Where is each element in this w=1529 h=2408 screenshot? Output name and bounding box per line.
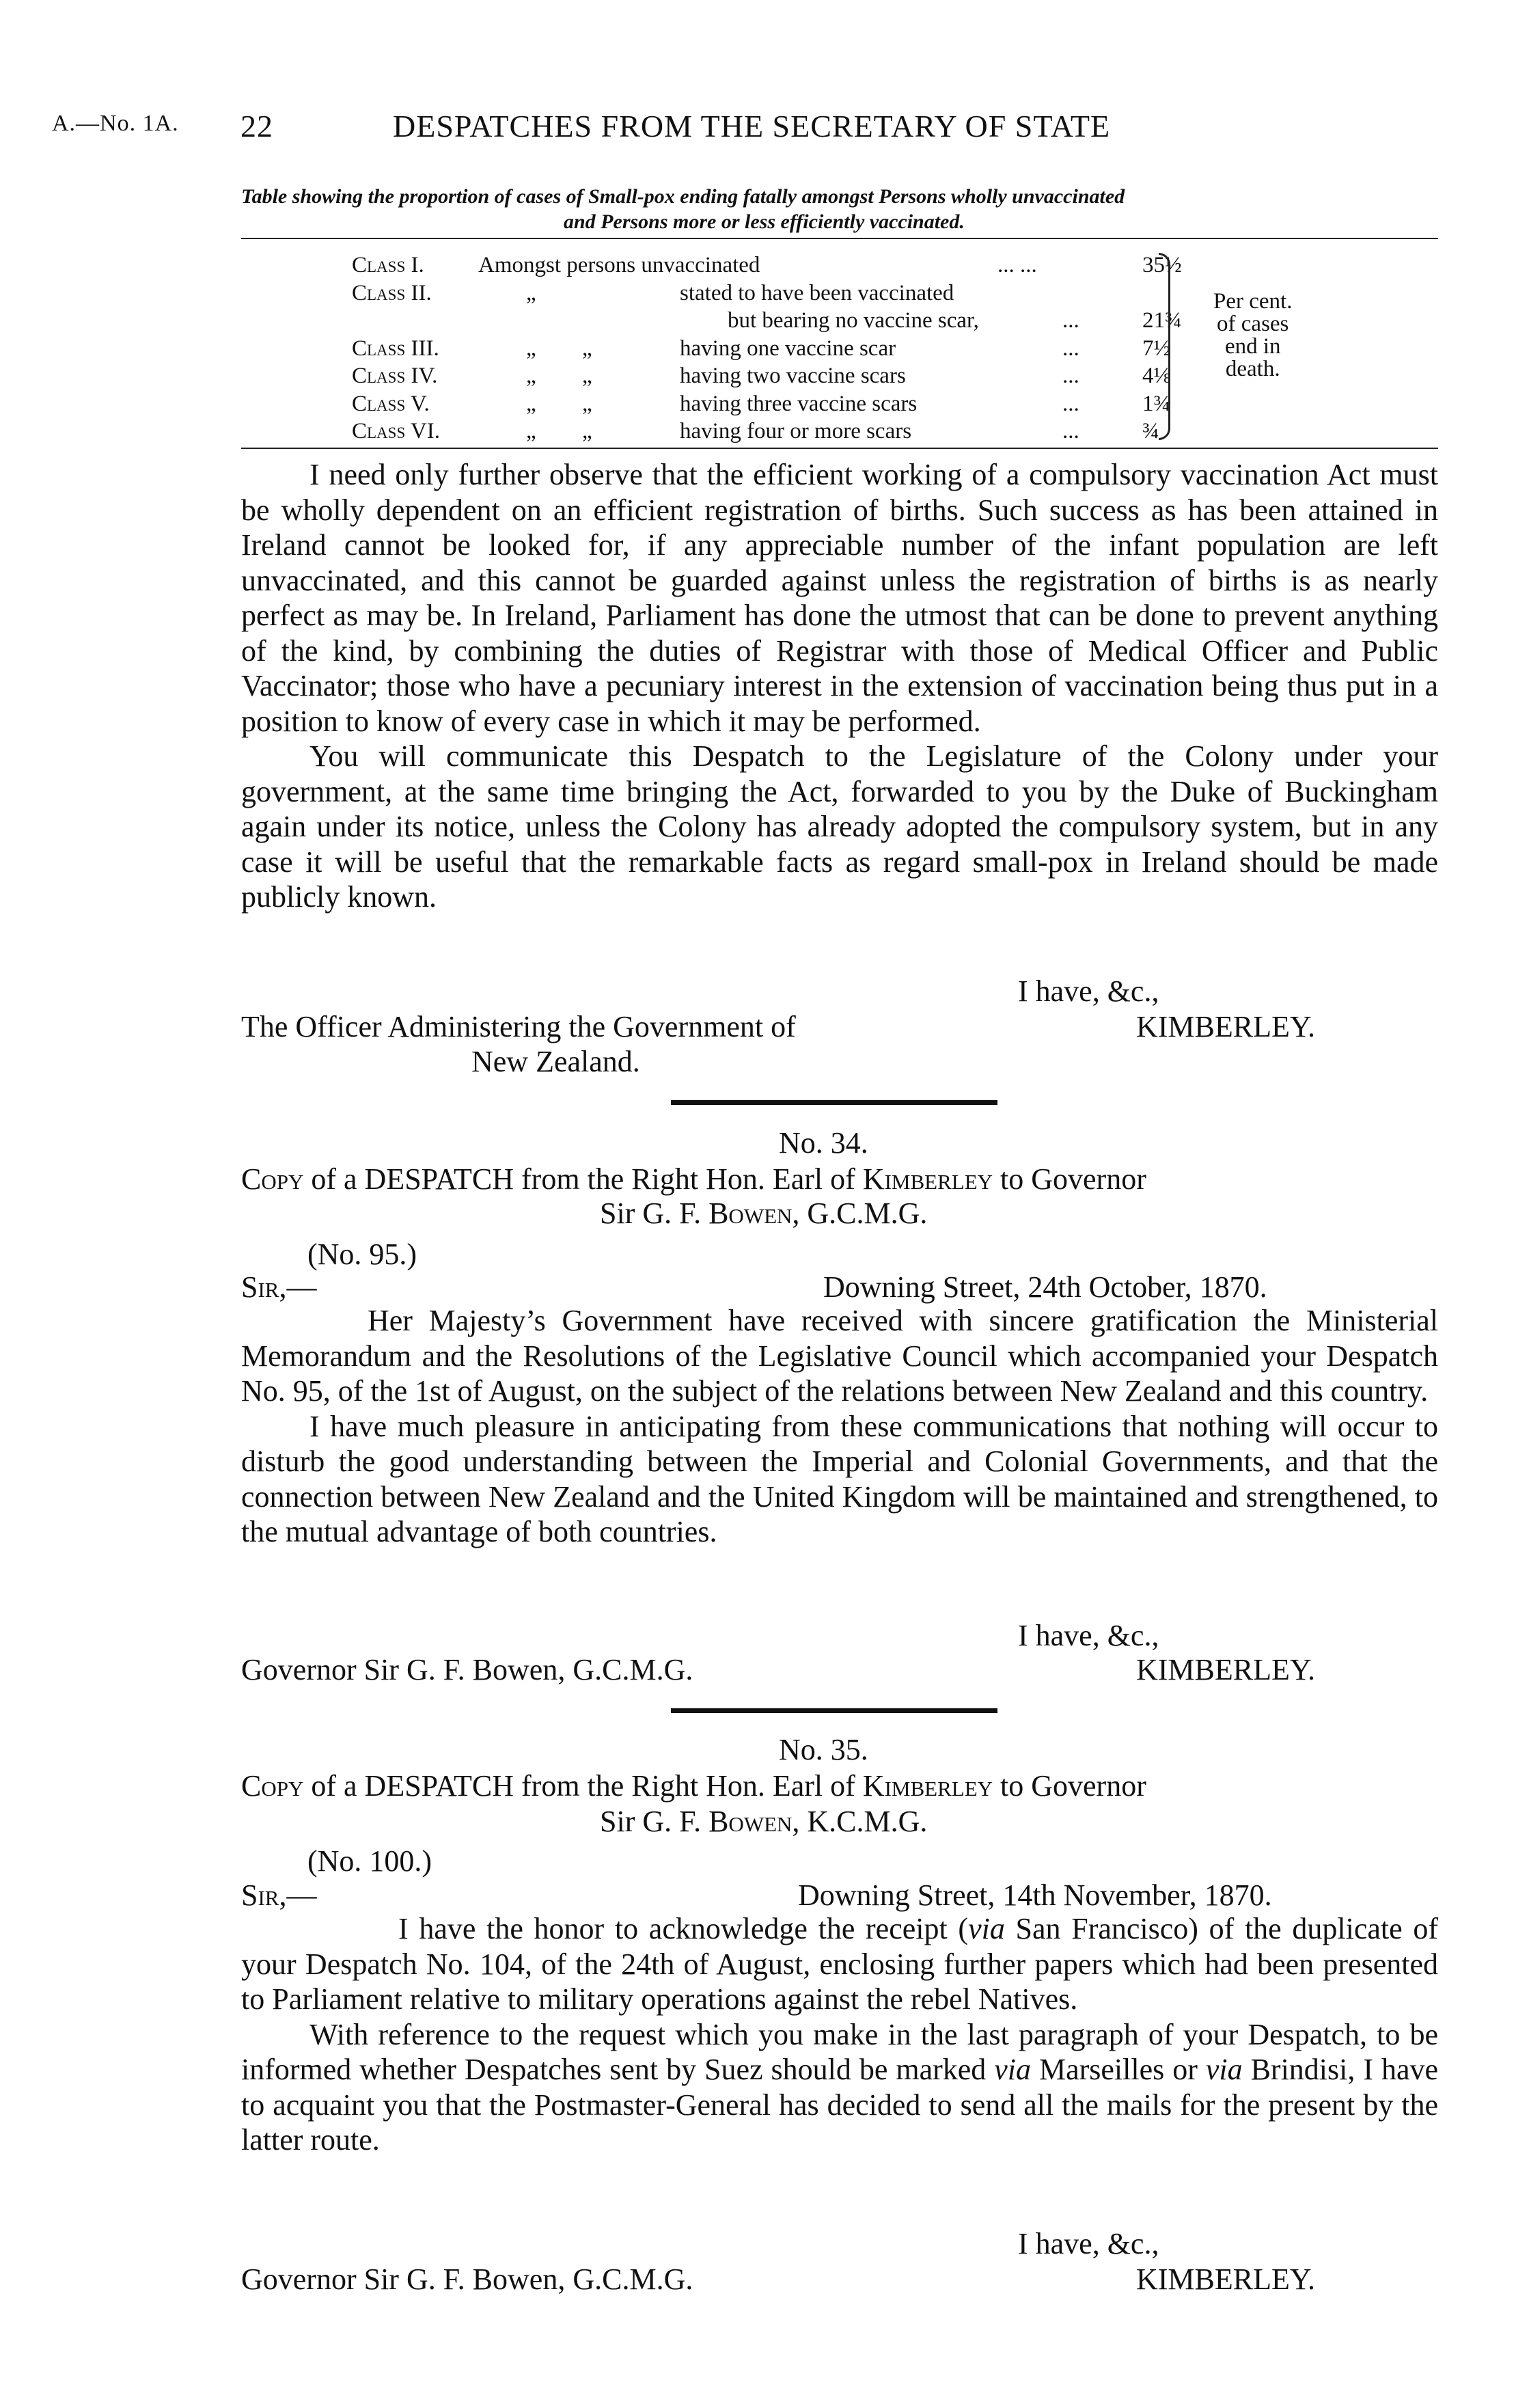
table-description: having one vaccine scar: [680, 336, 896, 361]
heading-text: of a DESPATCH from the Right Hon. Earl of: [311, 1769, 855, 1803]
heading-name: Bowen: [708, 1805, 793, 1838]
table-caption-line1: Table showing the proportion of cases of Small-pox ending fatally amongst Persons wholly unvaccinated: [241, 185, 1125, 208]
page-number: 22: [240, 109, 273, 143]
signature: KIMBERLEY.: [1136, 2262, 1315, 2296]
table-side-note: [1213, 290, 1292, 381]
addressee: Governor Sir G. F. Bowen, G.C.M.G.: [241, 2262, 693, 2296]
despatch34-body: [241, 1303, 1438, 1550]
heading-name: Bowen: [708, 1196, 793, 1230]
section-divider: [671, 1708, 997, 1713]
table-ditto: „: [582, 419, 592, 443]
table-top-rule: [241, 238, 1438, 239]
addressee: Governor Sir G. F. Bowen, G.C.M.G.: [241, 1653, 693, 1686]
paragraph: You will communicate this Despatch to the Legislature of the Colony under your government, at the same time bringing the Act, forwarded to you by the Duke of Buckingham again under its notice, unless the Colony has already adopted the compulsory system, but in any case it will be useful that the remarkable facts as regard small-pox in Ireland should be made publicly known.: [241, 739, 1438, 914]
despatch-heading-line2: [600, 1804, 927, 1839]
dateline: Downing Street, 14th November, 1870.: [798, 1878, 1272, 1912]
table-description: having three vaccine scars: [680, 391, 918, 416]
table-value: 7½: [1142, 336, 1171, 361]
table-leader: ...: [1062, 391, 1079, 416]
table-class-label: Class I.: [352, 253, 424, 277]
dateline: Downing Street, 24th October, 1870.: [823, 1270, 1267, 1304]
table-ditto: „: [526, 419, 536, 443]
paragraph: [241, 1911, 1438, 2017]
despatch-heading-line2: [600, 1196, 927, 1231]
table-ditto: „: [582, 364, 592, 388]
text-run: Marseilles or: [1031, 2053, 1206, 2086]
table-class-label: Class II.: [352, 280, 432, 305]
despatch33-body: [241, 457, 1438, 915]
text-run: With reference to the request which you make in the last paragraph of your Despatch, to be informed whether Despatches sent by Suez should be marked: [241, 2017, 1438, 2086]
table-description: stated to have been vaccinated: [680, 280, 954, 305]
despatch-number: No. 34.: [779, 1126, 868, 1160]
table-caption-line2: and Persons more or less efficiently vaccinated.: [564, 210, 965, 233]
italic-via: via: [994, 2053, 1032, 2086]
running-title: DESPATCHES FROM THE SECRETARY OF STATE: [393, 109, 1111, 143]
closing-formula: I have, &c.,: [1018, 974, 1159, 1008]
table-description: having two vaccine scars: [680, 364, 906, 388]
table-ditto: „: [526, 336, 536, 361]
heading-name: Kimberley: [862, 1769, 993, 1803]
table-value: ¾: [1142, 419, 1159, 443]
heading-text: , G.C.M.G.: [792, 1196, 928, 1230]
despatch-heading-line1: [241, 1162, 1146, 1196]
salutation: Sir,—: [241, 1270, 317, 1304]
table-value: 35½: [1142, 253, 1182, 277]
despatch-ref-no: (No. 95.): [307, 1237, 417, 1271]
table-class-label: Class IV.: [352, 364, 438, 388]
table-leader: ...: [1062, 364, 1079, 388]
table-value: 21¾: [1142, 308, 1182, 333]
table-class-label: Class III.: [352, 336, 439, 361]
side-note-line: of cases: [1217, 312, 1289, 336]
table-class-label: Class V.: [352, 391, 430, 416]
heading-text: Sir G. F.: [600, 1805, 702, 1838]
table-value: 1¾: [1142, 391, 1171, 416]
signature: KIMBERLEY.: [1136, 1010, 1315, 1043]
side-note-line: Per cent.: [1213, 289, 1293, 314]
table-ditto: „: [526, 280, 536, 305]
text-run: Brindisi, I have to acquaint you that the Postmaster-General has decided to send all the mails for the present by the latter route.: [241, 2053, 1439, 2157]
table-brace: [1159, 253, 1170, 440]
table-class-label: Class VI.: [352, 419, 440, 443]
text-run: San Francisco) of the duplicate of your Despatch No. 104, of the 24th of August, enclosing further papers which had been presented to Parliament relative to military operations against the rebel Natives.: [241, 1912, 1439, 2016]
despatch35-body: [241, 1911, 1438, 2158]
table-leader: ...: [1062, 419, 1079, 443]
document-reference: A.—No. 1A.: [52, 111, 179, 136]
heading-text: to Governor: [1000, 1162, 1146, 1196]
signature: KIMBERLEY.: [1136, 1653, 1315, 1686]
closing-formula: I have, &c.,: [1018, 1619, 1159, 1652]
salutation: Sir,—: [241, 1878, 317, 1912]
table-ditto: „: [582, 336, 592, 361]
side-note-line: death.: [1225, 357, 1280, 381]
despatch-number: No. 35.: [779, 1733, 868, 1766]
paragraph: I have much pleasure in anticipating from these communications that nothing will occur to disturb the good understanding between the Imperial and Colonial Governments, and that the connection between New Zealand and the United Kingdom will be maintained and strengthened, to the mutual advantage of both countries.: [241, 1409, 1438, 1548]
table-ditto: Amongst persons unvaccinated: [478, 253, 760, 277]
heading-copy: Copy: [241, 1769, 304, 1803]
heading-text: of a DESPATCH from the Right Hon. Earl of: [311, 1162, 855, 1196]
despatch-ref-no: (No. 100.): [307, 1844, 432, 1878]
section-divider: [671, 1100, 997, 1105]
side-note-line: end in: [1224, 334, 1281, 359]
heading-text: , K.C.M.G.: [792, 1805, 928, 1838]
table-description: but bearing no vaccine scar,: [728, 308, 979, 333]
italic-via: via: [1205, 2053, 1243, 2086]
paragraph: Her Majesty’s Government have received with sincere gratification the Ministerial Memorandum and the Resolutions of the Legislative Council which accompanied your Despatch No. 95, of the 1st of August, on the subject of the relations between New Zealand and this country.: [241, 1304, 1438, 1408]
table-bottom-rule: [241, 448, 1438, 449]
heading-copy: Copy: [241, 1162, 304, 1196]
paragraph: [241, 2017, 1438, 2158]
heading-text: Sir G. F.: [600, 1196, 702, 1230]
table-ditto: „: [582, 391, 592, 416]
heading-text: to Governor: [1000, 1769, 1146, 1803]
table-value: 4⅛: [1142, 364, 1171, 388]
table-description: having four or more scars: [680, 419, 912, 443]
addressee-line2: New Zealand.: [471, 1045, 640, 1078]
table-ditto: „: [526, 391, 536, 416]
table-leader: ...: [1062, 336, 1079, 361]
table-ditto: „: [526, 364, 536, 388]
addressee-line1: The Officer Administering the Government of: [241, 1010, 796, 1043]
despatch-heading-line1: [241, 1768, 1146, 1803]
table-leader: ...: [1062, 308, 1079, 333]
heading-name: Kimberley: [862, 1162, 993, 1196]
closing-formula: I have, &c.,: [1018, 2227, 1159, 2260]
italic-via: via: [968, 1912, 1005, 1945]
text-run: I have the honor to acknowledge the receipt (: [398, 1912, 969, 1945]
table-leader: ... ...: [997, 253, 1037, 277]
paragraph: I need only further observe that the efficient working of a compulsory vaccination Act must be wholly dependent on an efficient registration of births. Such success as has been attained in Ireland cannot be looked for, if any appreciable number of the infant population are left unvaccinated, and this cannot be guarded against unless the registration of births is as nearly perfect as may be. In Ireland, Parliament has done the utmost that can be done to prevent anything of the kind, by combining the duties of Registrar with those of Medical Officer and Public Vaccinator; those who have a pecuniary interest in the extension of vaccination being thus put in a position to know of every case in which it may be performed.: [241, 458, 1438, 738]
